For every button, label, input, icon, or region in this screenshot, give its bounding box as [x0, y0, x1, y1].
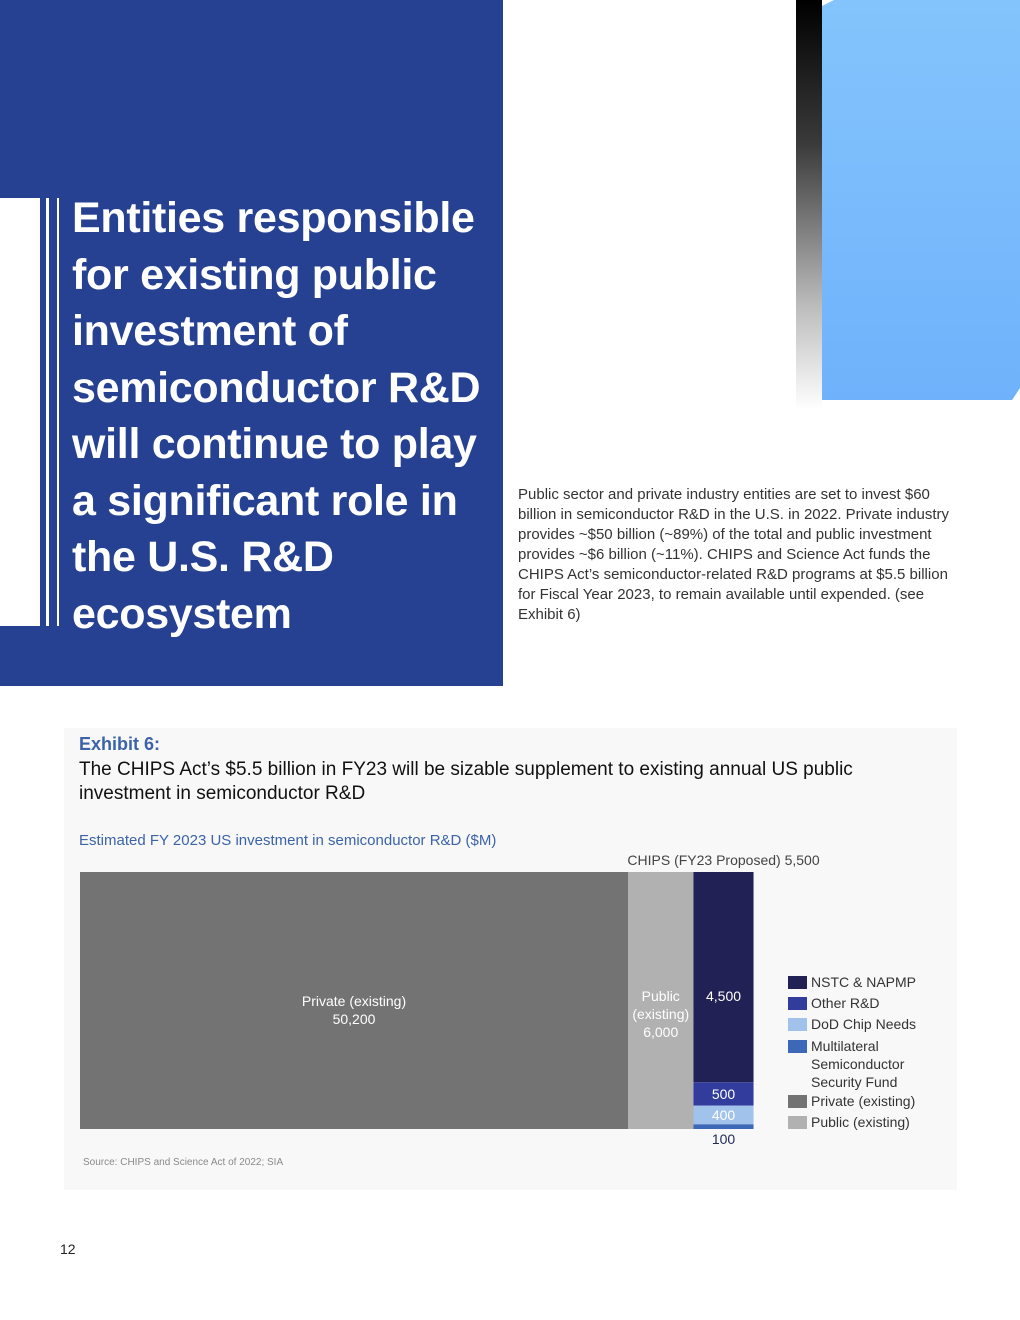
bar-label-public-existing: Public — [641, 988, 680, 1004]
bar-segment-nstc-napmp — [693, 872, 753, 1082]
bar-label-dod-chip-needs: 400 — [711, 1106, 736, 1123]
intro-paragraph: Public sector and private industry entities are set to invest $60 billion in semiconductor R&D in the U.S. in 2022. Private industry provides ~$50 billion (~89%) of the total and public investment provides ~$6 billion (~11%). CHIPS and Science Act funds the CHIPS Act’s semiconductor-related R&D programs at $5.5 billion for Fiscal Year 2023, to remain available until expended. (see Exhibit 6) — [518, 486, 950, 623]
bar-label-public-existing: (existing) — [632, 1006, 690, 1022]
bar-label-nstc-napmp: 4,500 — [705, 988, 742, 1004]
exhibit-label: Exhibit 6: — [79, 734, 161, 754]
bar-label-private-existing: 50,200 — [332, 1011, 376, 1027]
legend-label-private-existing: Private (existing) — [811, 1093, 916, 1109]
legend-swatch-private-existing — [788, 1095, 807, 1108]
legend-swatch-nstc-napmp — [788, 976, 807, 989]
legend-label-other-r-d: Other R&D — [811, 995, 880, 1011]
legend-label-public-existing: Public (existing) — [811, 1114, 910, 1130]
legend-label-multilateral-semiconductor-security-fund: Semiconductor — [811, 1056, 905, 1072]
legend-swatch-other-r-d — [788, 997, 807, 1010]
bar-label-public-existing: 6,000 — [643, 1024, 679, 1040]
legend-swatch-dod-chip-needs — [788, 1018, 807, 1031]
exhibit-title: The CHIPS Act’s $5.5 billion in FY23 will be sizable supplement to existing annual US public investment in semiconductor R&D — [79, 759, 853, 804]
legend-swatch-public-existing — [788, 1116, 807, 1129]
bar-label-private-existing: Private (existing) — [301, 993, 407, 1009]
legend-label-dod-chip-needs: DoD Chip Needs — [811, 1016, 917, 1032]
legend-label-nstc-napmp: NSTC & NAPMP — [811, 974, 917, 990]
page-number: 12 — [60, 1241, 76, 1257]
bar-label-other-r-d: 500 — [711, 1085, 736, 1102]
legend-label-multilateral-semiconductor-security-fund: Security Fund — [811, 1074, 898, 1090]
legend-label-multilateral-semiconductor-security-fund: Multilateral — [811, 1038, 879, 1054]
headline: Entities responsible for existing public investment of semiconductor R&D will continue to play a significant role in the U.S. R&D ecosystem — [72, 194, 481, 638]
legend-swatch-multilateral-semiconductor-security-fund — [788, 1040, 807, 1053]
bar-label-multilateral-semiconductor-security-fund: 100 — [711, 1131, 736, 1147]
bar-segment-multilateral-semiconductor-security-fund — [693, 1124, 753, 1129]
stack-total-label: CHIPS (FY23 Proposed) 5,500 — [627, 852, 820, 868]
chart-title: Estimated FY 2023 US investment in semiconductor R&D ($M) — [79, 832, 497, 849]
chart-source: Source: CHIPS and Science Act of 2022; SIA — [83, 1157, 284, 1168]
